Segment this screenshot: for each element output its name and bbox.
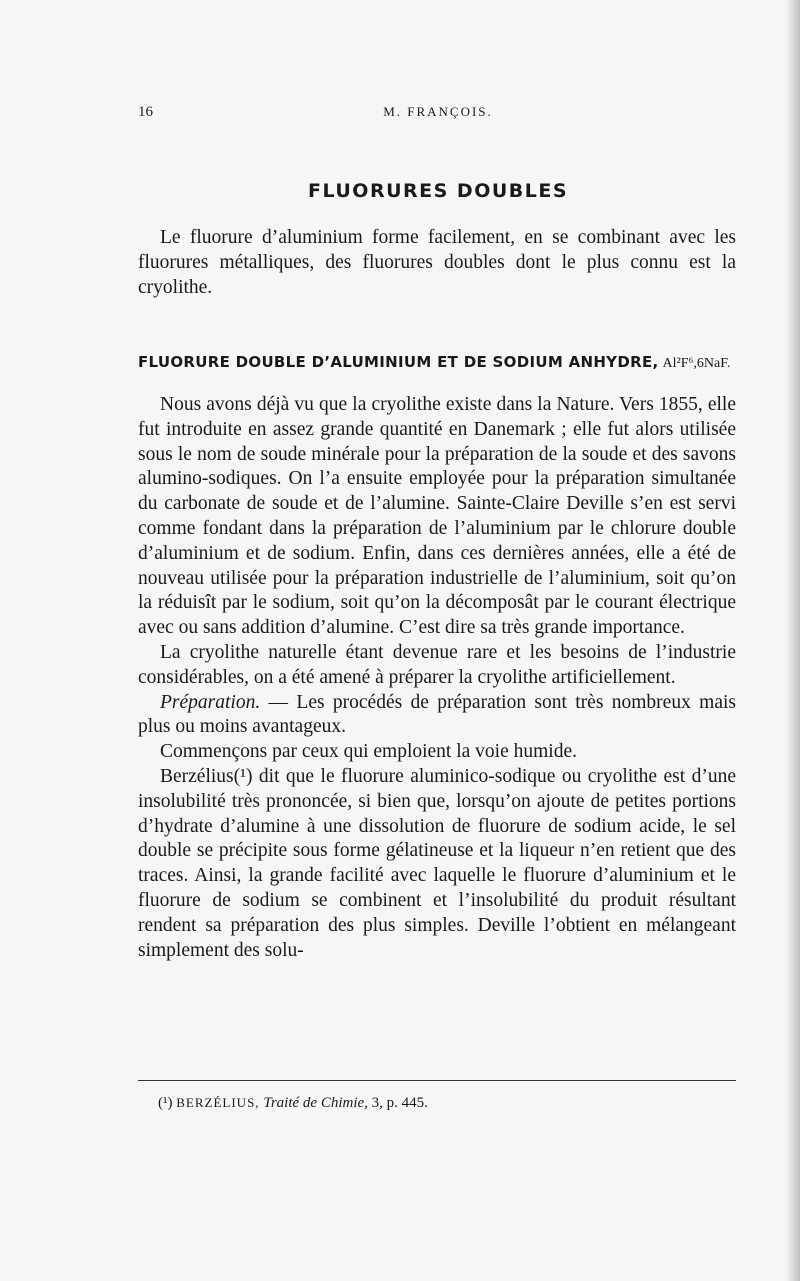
subheading	[138, 353, 738, 372]
running-head-author: M. FRANÇOIS.	[383, 104, 493, 119]
paragraph-cryolithe-artificial: La cryolithe naturelle étant devenue rare et les besoins de l’industrie considérables, on a été amené à préparer la cryolithe artificiellement.	[138, 641, 736, 688]
footnote-author: BERZÉLIUS,	[176, 1095, 260, 1110]
footnote-work: Traité de Chimie,	[263, 1095, 368, 1111]
subheading-title: FLUORURE DOUBLE D’ALUMINIUM ET DE SODIUM ANHYDRE,	[138, 353, 659, 371]
body-text	[138, 393, 736, 963]
preparation-label: Préparation.	[160, 691, 261, 713]
intro-block	[138, 226, 736, 300]
footnote	[158, 1095, 718, 1112]
subheading-formula: Al²F⁶,6NaF.	[662, 356, 731, 371]
berzelius-name: Berzélius	[160, 765, 234, 787]
page-number: 16	[138, 104, 153, 120]
paragraph-voie-humide: Commençons par ceux qui emploient la voie humide.	[160, 741, 577, 763]
preparation-text: — Les procédés de préparation sont très nombreux mais plus ou moins avantageux.	[138, 691, 736, 738]
running-head	[138, 104, 738, 128]
paragraph-berzelius	[138, 765, 736, 963]
berzelius-text: dit que le fluorure aluminico-sodique ou cryolithe est d’une insolubilité très prononcée, si bien que, lorsqu’on ajoute de petites portions d’hydrate d’alumine à une dissolution de fluorure de sodium acide, le sel double se précipite sous forme gélatineuse et la liqueur n’en retient que des traces. Ainsi, la grande facilité avec laquelle le fluorure d’aluminium et le fluorure de sodium se combinent et l’insolubilité du produit résultant rendent sa préparation des plus simples. Deville l’obtient en mélangeant simplement des solu-	[138, 765, 736, 961]
page-edge-shadow	[786, 0, 800, 1281]
footnote-rule	[138, 1080, 736, 1081]
paragraph-cryolithe-history: Nous avons déjà vu que la cryolithe existe dans la Nature. Vers 1855, elle fut introduite en assez grande quantité en Danemark ; elle fut alors utilisée sous le nom de soude minérale pour la préparation de la soude et des savons alumino-sodiques. On l’a ensuite employée pour la préparation simultanée du carbonate de soude et de l’alumine. Sainte-Claire Deville s’en est servi comme fondant dans la préparation de l’aluminium par le chlorure double d’aluminium et de sodium. Enfin, dans ces dernières années, elle a été de nouveau utilisée pour la préparation industrielle de l’aluminium, soit qu’on la réduisît par le sodium, soit qu’on la décomposât par le courant électrique avec ou sans addition d’alumine. C’est dire sa très grande importance.	[138, 394, 736, 639]
paragraph-preparation	[138, 691, 736, 741]
intro-paragraph: Le fluorure d’aluminium forme facilement, en se combinant avec les fluorures métalliques, des fluorures doubles dont le plus connu est la cryolithe.	[138, 227, 736, 298]
footnote-reference: (¹)	[233, 765, 253, 787]
footnote-reference-detail: 3, p. 445.	[371, 1095, 428, 1111]
section-title: FLUORURES DOUBLES	[307, 180, 569, 202]
footnote-marker: (¹)	[158, 1095, 173, 1111]
